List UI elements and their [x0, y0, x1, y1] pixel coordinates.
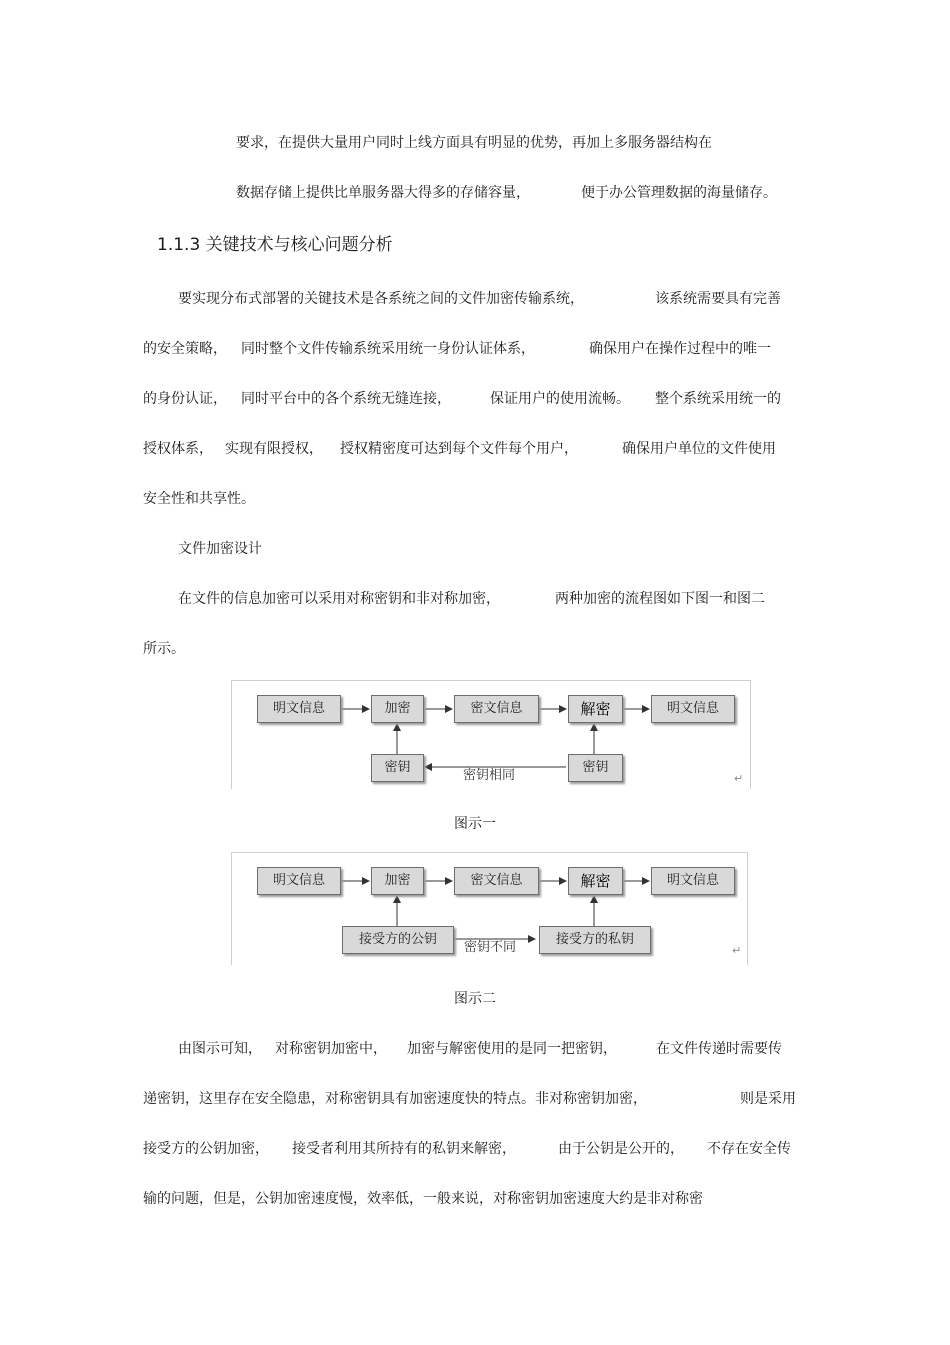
text-line: 确保用户单位的文件使用 — [622, 441, 776, 457]
plaintext-box: 明文信息 — [257, 695, 341, 723]
return-mark-icon: ↵ — [734, 772, 744, 785]
plaintext-box: 明文信息 — [651, 867, 735, 895]
text-line: 保证用户的使用流畅。 — [490, 391, 630, 407]
text-line: 便于办公管理数据的海量储存。 — [581, 185, 777, 201]
text-line: 数据存储上提供比单服务器大得多的存储容量， — [236, 185, 530, 201]
text-line: 两种加密的流程图如下图一和图二 — [555, 591, 765, 607]
subsection-heading: 文件加密设计 — [178, 541, 262, 557]
text-line: 授权体系， — [143, 441, 213, 457]
text-line: 同时平台中的各个系统无缝连接， — [241, 391, 451, 407]
plaintext-box: 明文信息 — [651, 695, 735, 723]
text-line: 同时整个文件传输系统采用统一身份认证体系， — [241, 341, 535, 357]
text-line: 要求，在提供大量用户同时上线方面具有明显的优势，再加上多服务器结构在 — [236, 135, 712, 151]
text-line: 安全性和共享性。 — [143, 491, 255, 507]
encrypt-box: 加密 — [371, 867, 424, 895]
key-box: 密钥 — [371, 754, 424, 782]
text-line: 接受者利用其所持有的私钥来解密， — [292, 1141, 516, 1157]
public-key-box: 接受方的公钥 — [342, 926, 454, 954]
text-line: 接受方的公钥加密， — [143, 1141, 269, 1157]
return-mark-icon: ↵ — [732, 944, 742, 957]
plaintext-box: 明文信息 — [257, 867, 341, 895]
different-key-label: 密钥不同 — [464, 940, 517, 955]
ciphertext-box: 密文信息 — [454, 695, 539, 723]
text-line: 由于公钥是公开的， — [558, 1141, 684, 1157]
text-line: 由图示可知， — [178, 1041, 262, 1057]
text-line: 实现有限授权， — [225, 441, 323, 457]
text-line: 整个系统采用统一的 — [655, 391, 781, 407]
text-line: 在文件的信息加密可以采用对称密钥和非对称加密， — [178, 591, 500, 607]
private-key-box: 接受方的私钥 — [539, 926, 651, 954]
asymmetric-encryption-figure — [231, 852, 748, 965]
text-line: 的身份认证， — [143, 391, 227, 407]
section-heading: 1.1.3 关键技术与核心问题分析 — [157, 235, 393, 255]
text-line: 输的问题，但是，公钥加密速度慢，效率低，一般来说，对称密钥加密速度大约是非对称密 — [143, 1191, 703, 1207]
figure-caption: 图示二 — [454, 991, 496, 1007]
decrypt-box: 解密 — [568, 695, 623, 723]
same-key-label: 密钥相同 — [463, 768, 516, 783]
text-line: 则是采用 — [740, 1091, 796, 1107]
text-line: 要实现分布式部署的关键技术是各系统之间的文件加密传输系统， — [178, 291, 584, 307]
text-line: 的安全策略， — [143, 341, 227, 357]
text-line: 递密钥，这里存在安全隐患，对称密钥具有加密速度快的特点。非对称密钥加密， — [143, 1091, 647, 1107]
text-line: 加密与解密使用的是同一把密钥， — [407, 1041, 617, 1057]
decrypt-box: 解密 — [568, 867, 623, 895]
key-box: 密钥 — [568, 754, 623, 782]
symmetric-encryption-figure — [231, 680, 751, 789]
encrypt-box: 加密 — [371, 695, 424, 723]
text-line: 确保用户在操作过程中的唯一 — [589, 341, 771, 357]
text-line: 授权精密度可达到每个文件每个用户， — [340, 441, 578, 457]
text-line: 该系统需要具有完善 — [655, 291, 781, 307]
text-line: 所示。 — [143, 641, 185, 657]
ciphertext-box: 密文信息 — [454, 867, 539, 895]
figure-caption: 图示一 — [454, 816, 496, 832]
text-line: 对称密钥加密中， — [275, 1041, 387, 1057]
text-line: 在文件传递时需要传 — [656, 1041, 782, 1057]
text-line: 不存在安全传 — [707, 1141, 791, 1157]
